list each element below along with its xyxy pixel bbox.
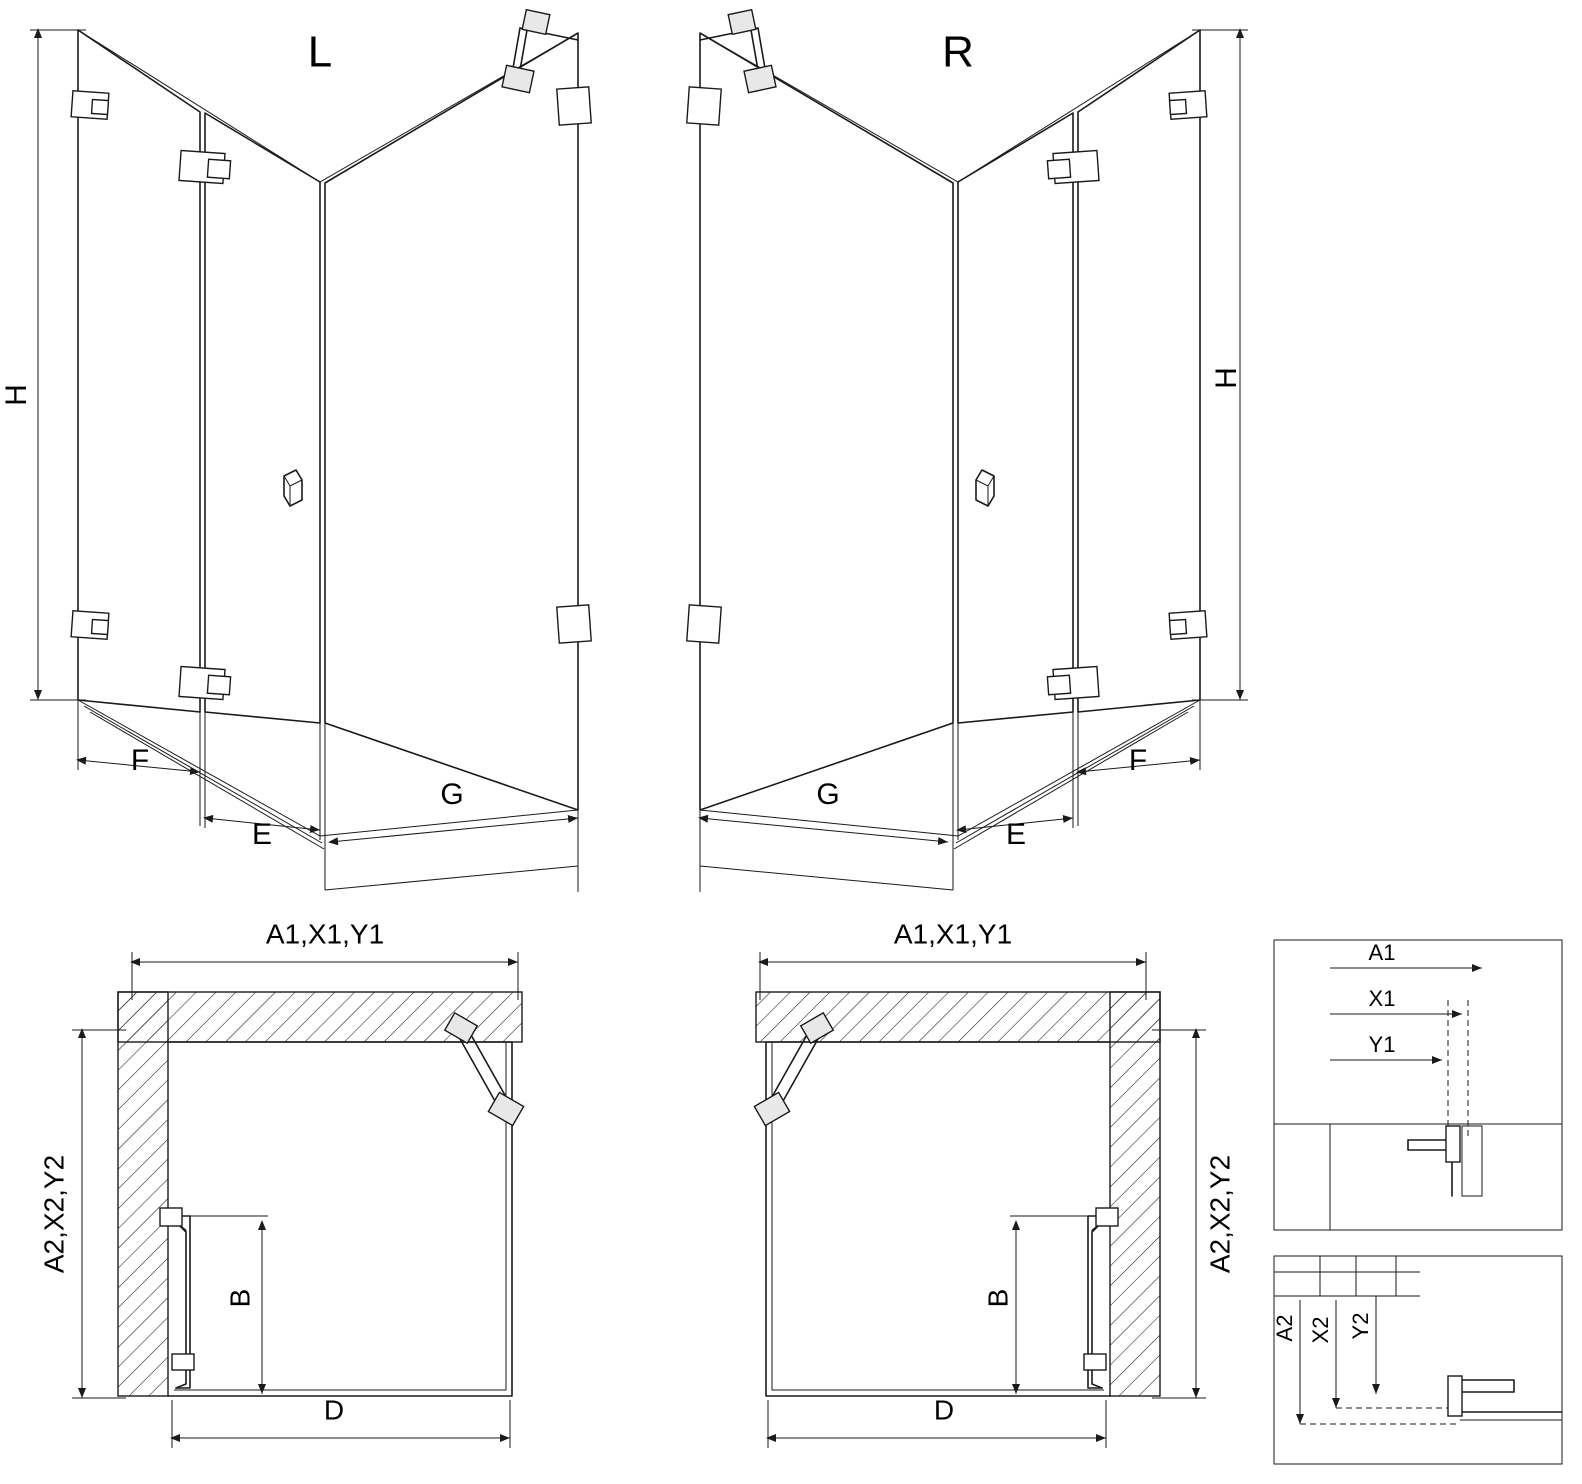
detail-label-x1: X1: [1368, 985, 1396, 1011]
plan-left-bottom-dim: D: [323, 1394, 345, 1426]
dim-e-right: E: [1005, 817, 1027, 851]
detail-label-y2: Y2: [1347, 1312, 1373, 1340]
plan-left-door-dim: B: [224, 1288, 256, 1308]
view-label-left: L: [307, 27, 333, 77]
isometric-view-right: [687, 10, 1248, 892]
detail-label-y1: Y1: [1368, 1031, 1396, 1057]
plan-view-right: [754, 918, 1235, 1448]
dim-g-left: G: [440, 777, 464, 811]
plan-view-left: [38, 918, 523, 1448]
isometric-view-left: [0, 10, 591, 892]
dim-h-right: H: [1209, 367, 1243, 389]
plan-left-top-dim: A1,X1,Y1: [265, 918, 385, 950]
detail-label-a1: A1: [1368, 939, 1396, 965]
plan-right-door-dim: B: [982, 1288, 1014, 1308]
dim-f-right: F: [1128, 743, 1148, 777]
dim-g-right: G: [816, 777, 840, 811]
plan-right-side-dim: A2,X2,Y2: [1204, 1154, 1236, 1274]
plan-right-top-dim: A1,X1,Y1: [893, 918, 1013, 950]
dim-f-left: F: [130, 743, 150, 777]
detail-vertical-offsets: [1272, 1256, 1562, 1464]
detail-label-a2: A2: [1271, 1314, 1297, 1342]
plan-left-side-dim: A2,X2,Y2: [38, 1154, 70, 1274]
dim-h-left: H: [0, 384, 33, 406]
dim-e-left: E: [251, 817, 273, 851]
view-label-right: R: [942, 27, 974, 77]
detail-label-x2: X2: [1307, 1316, 1333, 1344]
plan-right-bottom-dim: D: [933, 1394, 955, 1426]
detail-horizontal-offsets: [1274, 940, 1562, 1230]
